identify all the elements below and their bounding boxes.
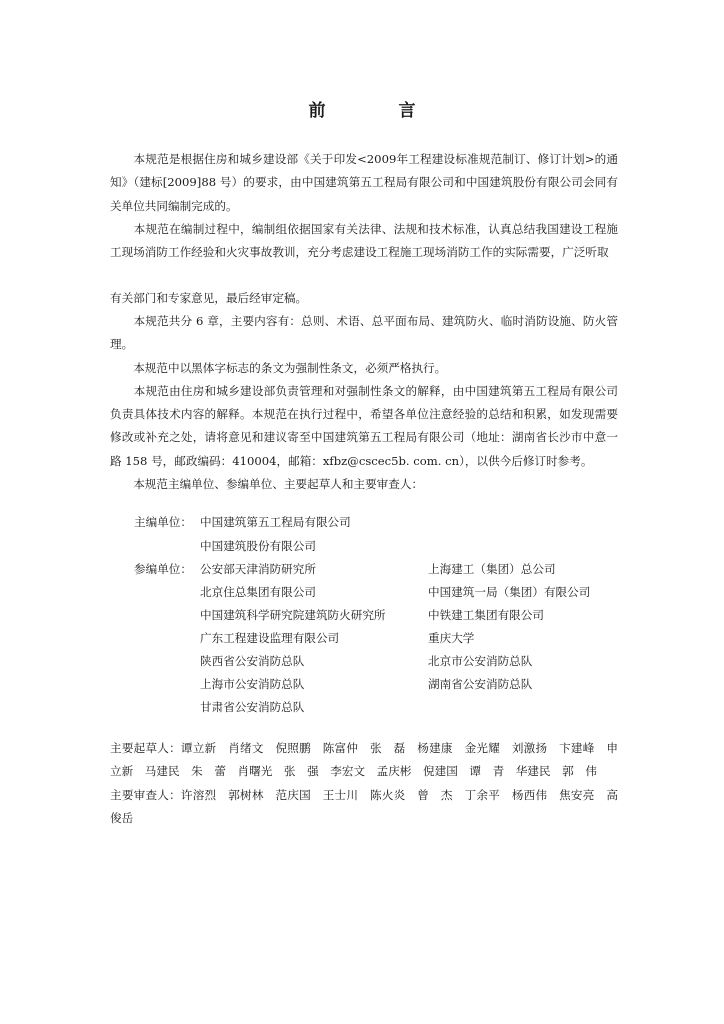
personnel-block <box>110 737 618 830</box>
reviewers-list: 主要审查人：许溶烈 郭树林 范庆国 王士川 陈火炎 曾 杰 丁余平 杨西伟 焦安亮 高俊岳 <box>110 787 618 825</box>
participant-unit: 上海建工（集团）总公司 <box>428 562 556 576</box>
paragraph-mandatory: 本规范中以黑体字标志的条文为强制性条文，必须严格执行。 <box>110 360 447 375</box>
participant-unit: 公安部天津消防研究所 <box>200 562 316 576</box>
paragraph-basis: 本规范是根据住房和城乡建设部《关于印发<2009年工程建设标准规范制订、修订计划>的通知》（建标[2009]88 号）的要求，由中国建筑第五工程局有限公司和中国建筑股份有限公司会同有关单位共同编制完成的。 <box>110 152 618 213</box>
participant-unit: 中国建筑一局（集团）有限公司 <box>428 585 591 599</box>
paragraph-units-intro: 本规范主编单位、参编单位、主要起草人和主要审查人： <box>110 477 424 492</box>
participant-unit: 中铁建工集团有限公司 <box>428 608 544 622</box>
participant-unit: 北京住总集团有限公司 <box>200 585 316 599</box>
paragraph-management: 本规范由住房和城乡建设部负责管理和对强制性条文的解释，由中国建筑第五工程局有限公司负责具体技术内容的解释。本规范在执行过程中，希望各单位注意经验的总结和积累，如发现需要修改或补充之处，请将意见和建议寄至中国建筑第五工程局有限公司（地址：湖南省长沙市中意一路 158 号，邮政编码：410004，邮箱：xfbz@cscec5b. com. cn），以供今后修订时参考。 <box>110 383 618 468</box>
paragraph-process: 本规范在编制过程中，编制组依据国家有关法律、法规和技术标准，认真总结我国建设工程施工现场消防工作经验和火灾事故教训，充分考虑建设工程施工现场消防工作的实际需要，广泛听取 <box>110 221 618 260</box>
paragraph-process-continued: 有关部门和专家意见，最后经审定稿。 <box>110 291 308 305</box>
chief-editor-label: 主编单位： <box>134 515 192 529</box>
participant-unit: 重庆大学 <box>428 631 475 645</box>
paragraph-content: 本规范共分 6 章，主要内容有：总则、术语、总平面布局、建筑防火、临时消防设施、防火管理。 <box>110 314 618 352</box>
participant-unit: 湖南省公安消防总队 <box>428 677 533 691</box>
chief-unit: 中国建筑第五工程局有限公司 <box>200 515 351 529</box>
participant-unit: 北京市公安消防总队 <box>428 654 533 668</box>
page-title: 前 言 <box>308 101 444 121</box>
participant-unit: 上海市公安消防总队 <box>200 677 305 691</box>
participant-unit: 广东工程建设监理有限公司 <box>200 631 340 645</box>
chief-unit: 中国建筑股份有限公司 <box>200 539 316 553</box>
preface-block-2 <box>110 310 618 496</box>
participant-label: 参编单位： <box>134 562 192 576</box>
participant-unit: 甘肃省公安消防总队 <box>200 700 305 714</box>
preface-block-1 <box>110 148 618 264</box>
participant-unit: 中国建筑科学研究院建筑防火研究所 <box>200 608 386 622</box>
drafters-list: 主要起草人：谭立新 肖绪文 倪照鹏 陈富仲 张 磊 杨建康 金光耀 刘激扬 卞建峰 申立新 马建民 朱 蕾 肖曙光 张 强 李宏文 孟庆彬 倪建国 谭 青 华建民 郭 伟 <box>110 741 618 779</box>
participant-unit: 陕西省公安消防总队 <box>200 654 305 668</box>
